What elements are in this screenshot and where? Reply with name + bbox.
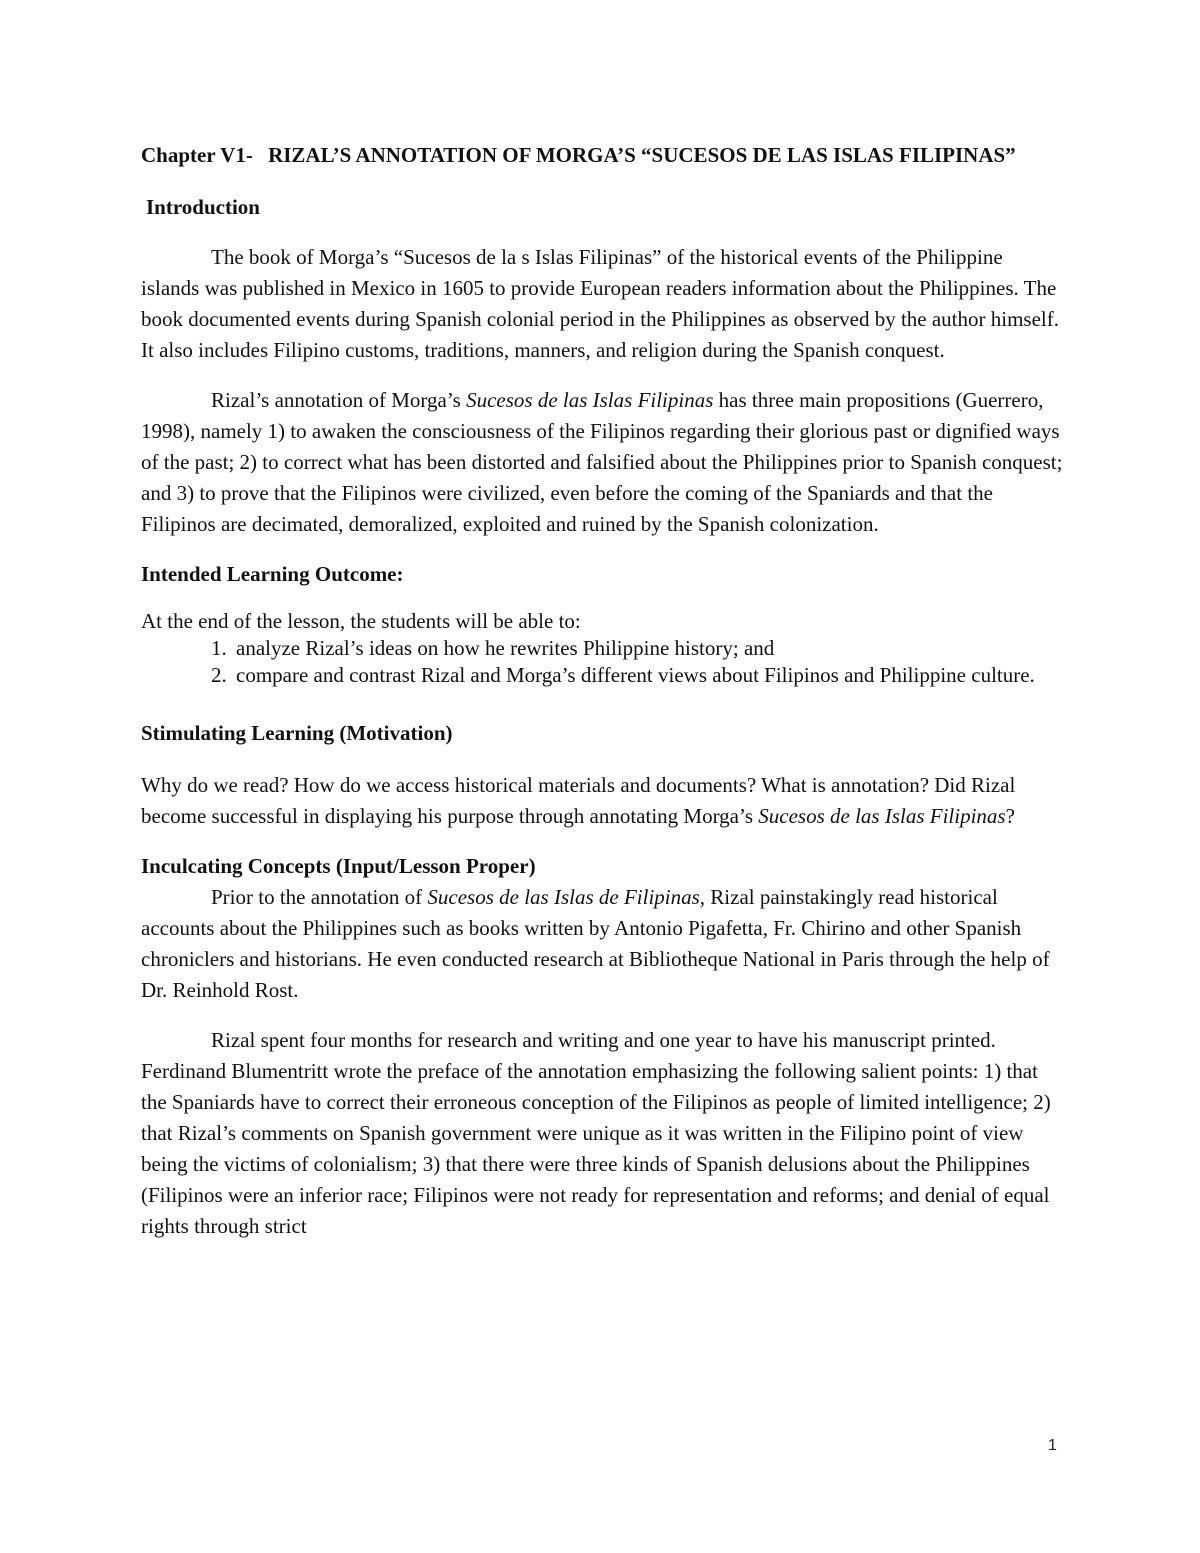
chapter-title-prefix: Chapter V1-: [141, 143, 253, 167]
concepts-p1-text-a: Prior to the annotation of: [211, 885, 428, 909]
page-number: 1: [1048, 1437, 1057, 1454]
concepts-heading: Inculcating Concepts (Input/Lesson Proper): [141, 854, 536, 878]
introduction-paragraph-1: The book of Morga’s “Sucesos de la s Islas Filipinas” of the historical events of the Philippine islands was published in Mexico in 1605 to provide European readers information about the Philippines. The book documented events during Spanish colonial period in the Philippines as observed by the author himself. It also includes Filipino customs, traditions, manners, and religion during the Spanish conquest.: [141, 245, 1060, 362]
chapter-title: [141, 140, 1066, 171]
list-item-text: compare and contrast Rizal and Morga’s different views about Filipinos and Philippine culture.: [236, 663, 1035, 687]
document-body: [141, 140, 1066, 1242]
learning-outcome-list: [141, 635, 1066, 689]
learning-outcome-lead: At the end of the lesson, the students will be able to:: [141, 609, 581, 633]
list-item: [211, 662, 1066, 689]
introduction-paragraph-2: [141, 385, 1066, 540]
learning-outcome-heading: Intended Learning Outcome:: [141, 562, 404, 586]
intro-p2-book-title: Sucesos de las Islas Filipinas: [466, 388, 714, 412]
list-item-text: analyze Rizal’s ideas on how he rewrites Philippine history; and: [236, 636, 775, 660]
concepts-paragraph-2: Rizal spent four months for research and writing and one year to have his manuscript printed. Ferdinand Blumentritt wrote the preface of the annotation emphasizing the following salient points: 1) that the Spaniards have to correct their erroneous conception of the Filipinos as people of limited intelligence; 2) that Rizal’s comments on Spanish government were unique as it was written in the Filipino point of view being the victims of colonialism; 3) that there were three kinds of Spanish delusions about the Philippines (Filipinos were an inferior race; Filipinos were not ready for representation and reforms; and denial of equal rights through strict: [141, 1028, 1051, 1238]
intro-p2-text-b: has three main propositions (Guerrero, 1998), namely 1) to awaken the consciousness of the Filipinos regarding their glorious past or dignified ways of the past; 2) to correct what has been distorted and falsified about the Philippines prior to Spanish conquest; and 3) to prove that the Filipinos were civilized, even before the coming of the Spaniards and that the Filipinos are decimated, demoralized, exploited and ruined by the Spanish colonization.: [141, 388, 1063, 536]
list-item-number: 2.: [211, 663, 227, 687]
list-item: [211, 635, 1066, 662]
list-item-number: 1.: [211, 636, 227, 660]
motivation-heading: Stimulating Learning (Motivation): [141, 721, 453, 745]
motivation-paragraph: [141, 770, 1066, 832]
motivation-book-title: Sucesos de las Islas Filipinas: [758, 804, 1006, 828]
concepts-paragraph-1: [141, 882, 1066, 1006]
concepts-p1-text-b: , Rizal painstakingly read historical accounts about the Philippines such as books written by Antonio Pigafetta, Fr. Chirino and other Spanish chroniclers and historians. He even conducted research at Bibliotheque National in Paris through the help of Dr. Reinhold Rost.: [141, 885, 1050, 1002]
intro-p2-text-a: Rizal’s annotation of Morga’s: [211, 388, 467, 412]
concepts-p1-book-title: Sucesos de las Islas de Filipinas: [427, 885, 700, 909]
introduction-heading: Introduction: [146, 195, 260, 219]
motivation-text-b: ?: [1005, 804, 1015, 828]
chapter-title-main: RIZAL’S ANNOTATION OF MORGA’S “SUCESOS DE LAS ISLAS FILIPINAS”: [268, 143, 1016, 167]
motivation-text-a: Why do we read? How do we access historical materials and documents? What is annotation? Did Rizal become successful in displaying his purpose through annotating Morga’s: [141, 773, 1016, 828]
